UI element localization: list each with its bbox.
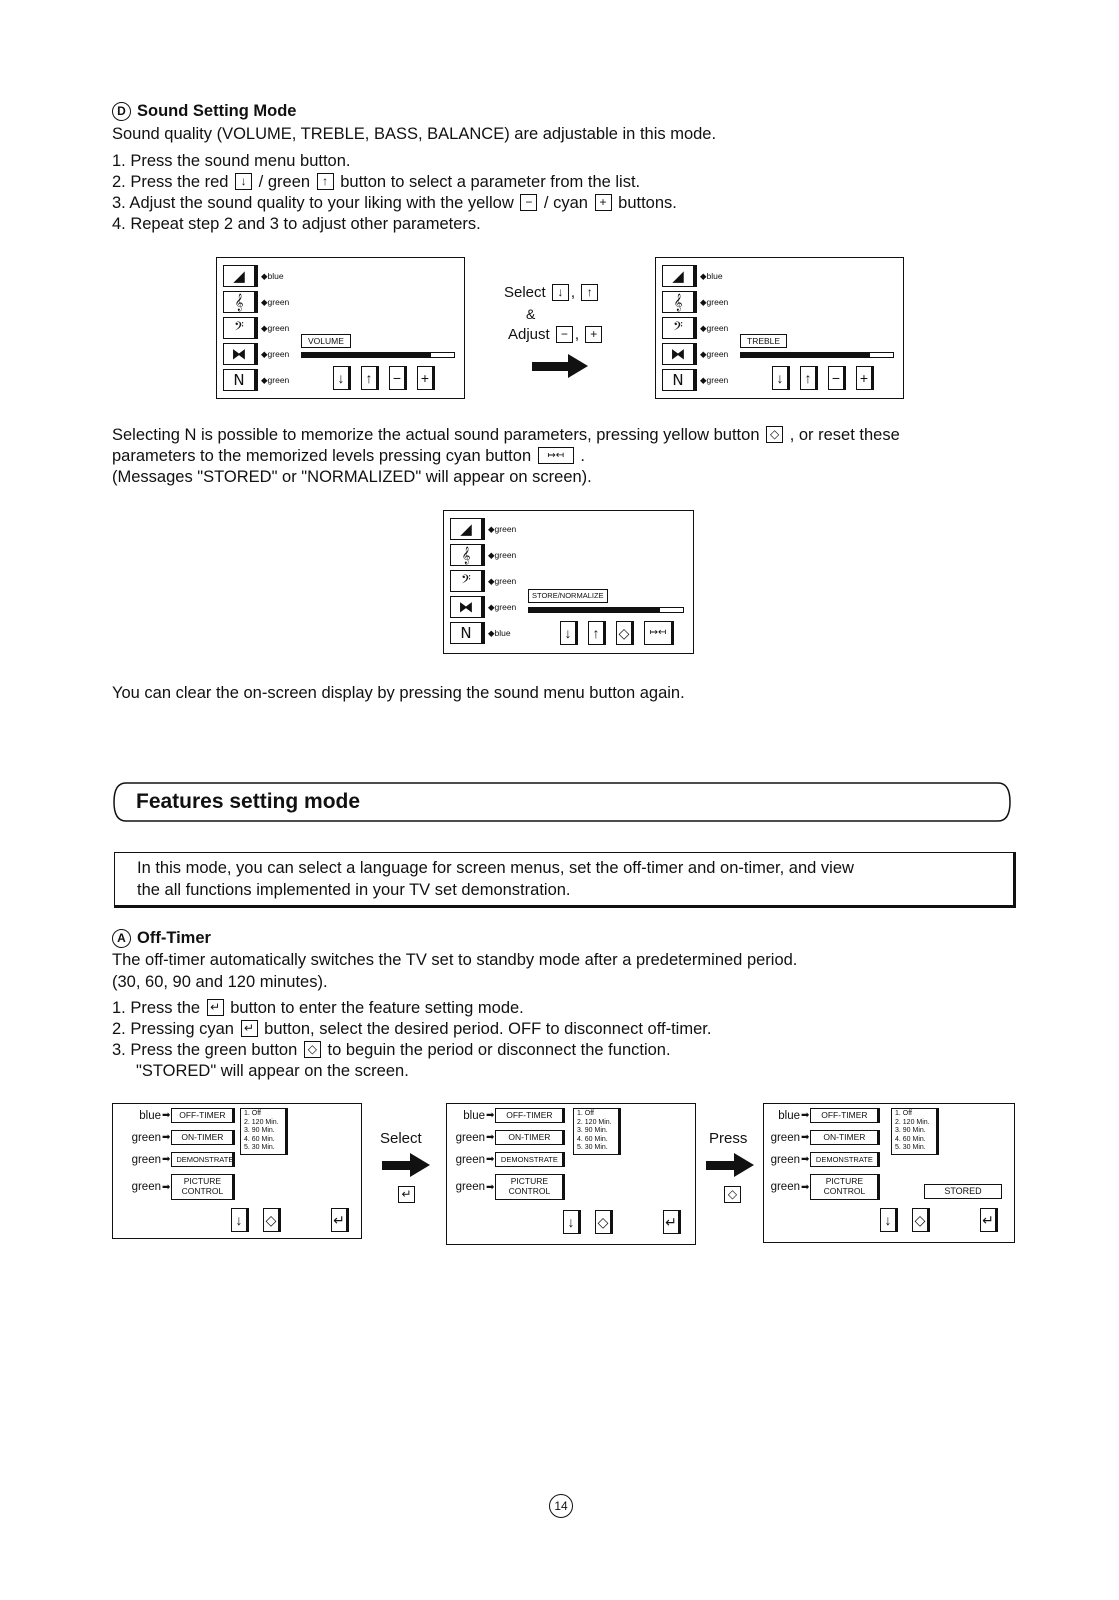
volume-icon: ◢ [450, 518, 485, 540]
features-title: Features setting mode [136, 790, 361, 813]
store-diamond-icon: ◇ [263, 1208, 281, 1232]
tv-screen-store-normalize: ◢ ◆green 𝄞 ◆green 𝄢 ◆green ⧓ ◆green N ◆blue STORE/NORMALIZE ↓ ↑ ◇ ↦↤ [443, 510, 694, 654]
normalize-icon: ↦↤ [538, 447, 574, 464]
features-intro-line-2: the all functions implemented in your TV set demonstration. [137, 881, 571, 899]
tv-screen-features-1: blue ➡ OFF-TIMER green ➡ ON-TIMER green ➡ DEMONSTRATE green ➡ PICTURE CONTROL 1. Off 2. 120 Min. 3. 90 Min. 4. 60 Min. 5. 30 Min. ↓ ◇ ↵ [112, 1103, 362, 1239]
timer-list: 1. Off 2. 120 Min. 3. 90 Min. 4. 60 Min. 5. 30 Min. [240, 1108, 288, 1155]
treble-clef-icon: 𝄞 [450, 544, 485, 566]
page-number: 14 [549, 1494, 573, 1518]
sound-intro: Sound quality (VOLUME, TREBLE, BASS, BALANCE) are adjustable in this mode. [112, 125, 717, 143]
balance-icon: ⧓ [450, 596, 485, 618]
normalize-key-icon: ↦↤ [644, 621, 674, 645]
balance-icon: ⧓ [662, 343, 697, 365]
down-key-icon: ↓ [563, 1210, 581, 1234]
store-diamond-icon: ◇ [304, 1041, 321, 1058]
minus-icon: − [520, 194, 537, 211]
features-title-bar [112, 781, 1012, 821]
memo-line-3: (Messages "STORED" or "NORMALIZED" will appear on screen). [112, 468, 592, 486]
sound-step-3: 3. Adjust the sound quality to your liking with the yellow − / cyan + buttons. [112, 194, 677, 212]
timer-list: 1. Off 2. 120 Min. 3. 90 Min. 4. 60 Min. 5. 30 Min. [891, 1108, 939, 1155]
volume-icon: ◢ [662, 265, 697, 287]
plus-key-icon: + [417, 366, 435, 390]
tv-screen-volume: ◢ ◆blue 𝄞 ◆green 𝄢 ◆green ⧓ ◆green N ◆green VOLUME ↓ ↑ − + [216, 257, 465, 399]
volume-bar [301, 352, 455, 358]
ampersand: & [526, 306, 536, 322]
balance-icon: ⧓ [223, 343, 258, 365]
select-instruction: Select ↓ , ↑ [504, 284, 600, 302]
treble-clef-icon: 𝄞 [223, 291, 258, 313]
up-key-icon: ↑ [588, 621, 606, 645]
features-intro-box [114, 852, 1016, 908]
plus-icon: + [585, 326, 602, 343]
select-label: Select [380, 1130, 422, 1147]
store-diamond-icon: ◇ [595, 1210, 613, 1234]
up-key-icon: ↑ [800, 366, 818, 390]
down-arrow-icon: ↓ [235, 173, 252, 190]
volume-label: VOLUME [301, 334, 351, 348]
store-diamond-icon: ◇ [912, 1208, 930, 1232]
down-key-icon: ↓ [880, 1208, 898, 1232]
off-timer-step-3-note: "STORED" will appear on the screen. [136, 1062, 409, 1080]
enter-key-icon: ↵ [980, 1208, 998, 1232]
plus-key-icon: + [856, 366, 874, 390]
normal-icon: N [662, 369, 697, 391]
minus-icon: − [556, 326, 573, 343]
clear-display-text: You can clear the on-screen display by pressing the sound menu button again. [112, 684, 685, 702]
bass-clef-icon: 𝄢 [223, 317, 258, 339]
sound-step-4: 4. Repeat step 2 and 3 to adjust other parameters. [112, 215, 481, 233]
memo-line-2: parameters to the memorized levels pressing cyan button ↦↤ . [112, 447, 585, 465]
normal-icon: N [450, 622, 485, 644]
down-key-icon: ↓ [772, 366, 790, 390]
treble-clef-icon: 𝄞 [662, 291, 697, 313]
memo-line-1: Selecting N is possible to memorize the actual sound parameters, pressing yellow button ◇ , or reset these [112, 426, 900, 444]
sound-step-1: 1. Press the sound menu button. [112, 152, 351, 170]
stored-message: STORED [924, 1184, 1002, 1199]
off-timer-intro-2: (30, 60, 90 and 120 minutes). [112, 973, 328, 991]
tv-screen-features-2: blue ➡ OFF-TIMER green ➡ ON-TIMER green ➡ DEMONSTRATE green ➡ PICTURE CONTROL 1. Off 2. 120 Min. 3. 90 Min. 4. 60 Min. 5. 30 Min. ↓ ◇ ↵ [446, 1103, 696, 1245]
store-diamond-icon: ◇ [766, 426, 783, 443]
minus-key-icon: − [828, 366, 846, 390]
section-letter-a: A [112, 929, 131, 948]
store-diamond-icon: ◇ [724, 1186, 741, 1203]
up-arrow-icon: ↑ [581, 284, 598, 301]
enter-icon: ↵ [241, 1020, 258, 1037]
level-bar [528, 607, 684, 613]
plus-icon: + [595, 194, 612, 211]
treble-bar [740, 352, 894, 358]
up-arrow-icon: ↑ [317, 173, 334, 190]
minus-key-icon: − [389, 366, 407, 390]
down-arrow-icon: ↓ [552, 284, 569, 301]
bass-clef-icon: 𝄢 [662, 317, 697, 339]
down-key-icon: ↓ [333, 366, 351, 390]
up-key-icon: ↑ [361, 366, 379, 390]
enter-icon: ↵ [207, 999, 224, 1016]
timer-list: 1. Off 2. 120 Min. 3. 90 Min. 4. 60 Min. 5. 30 Min. [573, 1108, 621, 1155]
off-timer-step-3: 3. Press the green button ◇ to beguin the period or disconnect the function. [112, 1041, 671, 1059]
bass-clef-icon: 𝄢 [450, 570, 485, 592]
tv-screen-features-3: blue ➡ OFF-TIMER green ➡ ON-TIMER green ➡ DEMONSTRATE green ➡ PICTURE CONTROL 1. Off 2. 120 Min. 3. 90 Min. 4. 60 Min. 5. 30 Min. STORED ↓ ◇ ↵ [763, 1103, 1015, 1243]
down-key-icon: ↓ [560, 621, 578, 645]
adjust-instruction: Adjust − , + [508, 326, 604, 344]
press-label: Press [709, 1130, 748, 1147]
normal-icon: N [223, 369, 258, 391]
enter-icon: ↵ [398, 1186, 415, 1203]
tv-screen-treble: ◢ ◆blue 𝄞 ◆green 𝄢 ◆green ⧓ ◆green N ◆green TREBLE ↓ ↑ − + [655, 257, 904, 399]
off-timer-step-1: 1. Press the ↵ button to enter the feature setting mode. [112, 999, 524, 1017]
store-diamond-icon: ◇ [616, 621, 634, 645]
store-normalize-label: STORE/NORMALIZE [528, 589, 608, 603]
features-intro-line-1: In this mode, you can select a language for screen menus, set the off-timer and on-timer, and view [137, 859, 854, 877]
enter-key-icon: ↵ [331, 1208, 349, 1232]
treble-label: TREBLE [740, 334, 787, 348]
off-timer-intro-1: The off-timer automatically switches the TV set to standby mode after a predetermined period. [112, 951, 798, 969]
section-letter-d: D [112, 102, 131, 121]
volume-icon: ◢ [223, 265, 258, 287]
enter-key-icon: ↵ [663, 1210, 681, 1234]
off-timer-heading: A Off-Timer [112, 929, 211, 948]
sound-heading: D Sound Setting Mode [112, 102, 296, 121]
down-key-icon: ↓ [231, 1208, 249, 1232]
sound-step-2: 2. Press the red ↓ / green ↑ button to select a parameter from the list. [112, 173, 641, 191]
off-timer-step-2: 2. Pressing cyan ↵ button, select the desired period. OFF to disconnect off-timer. [112, 1020, 712, 1038]
